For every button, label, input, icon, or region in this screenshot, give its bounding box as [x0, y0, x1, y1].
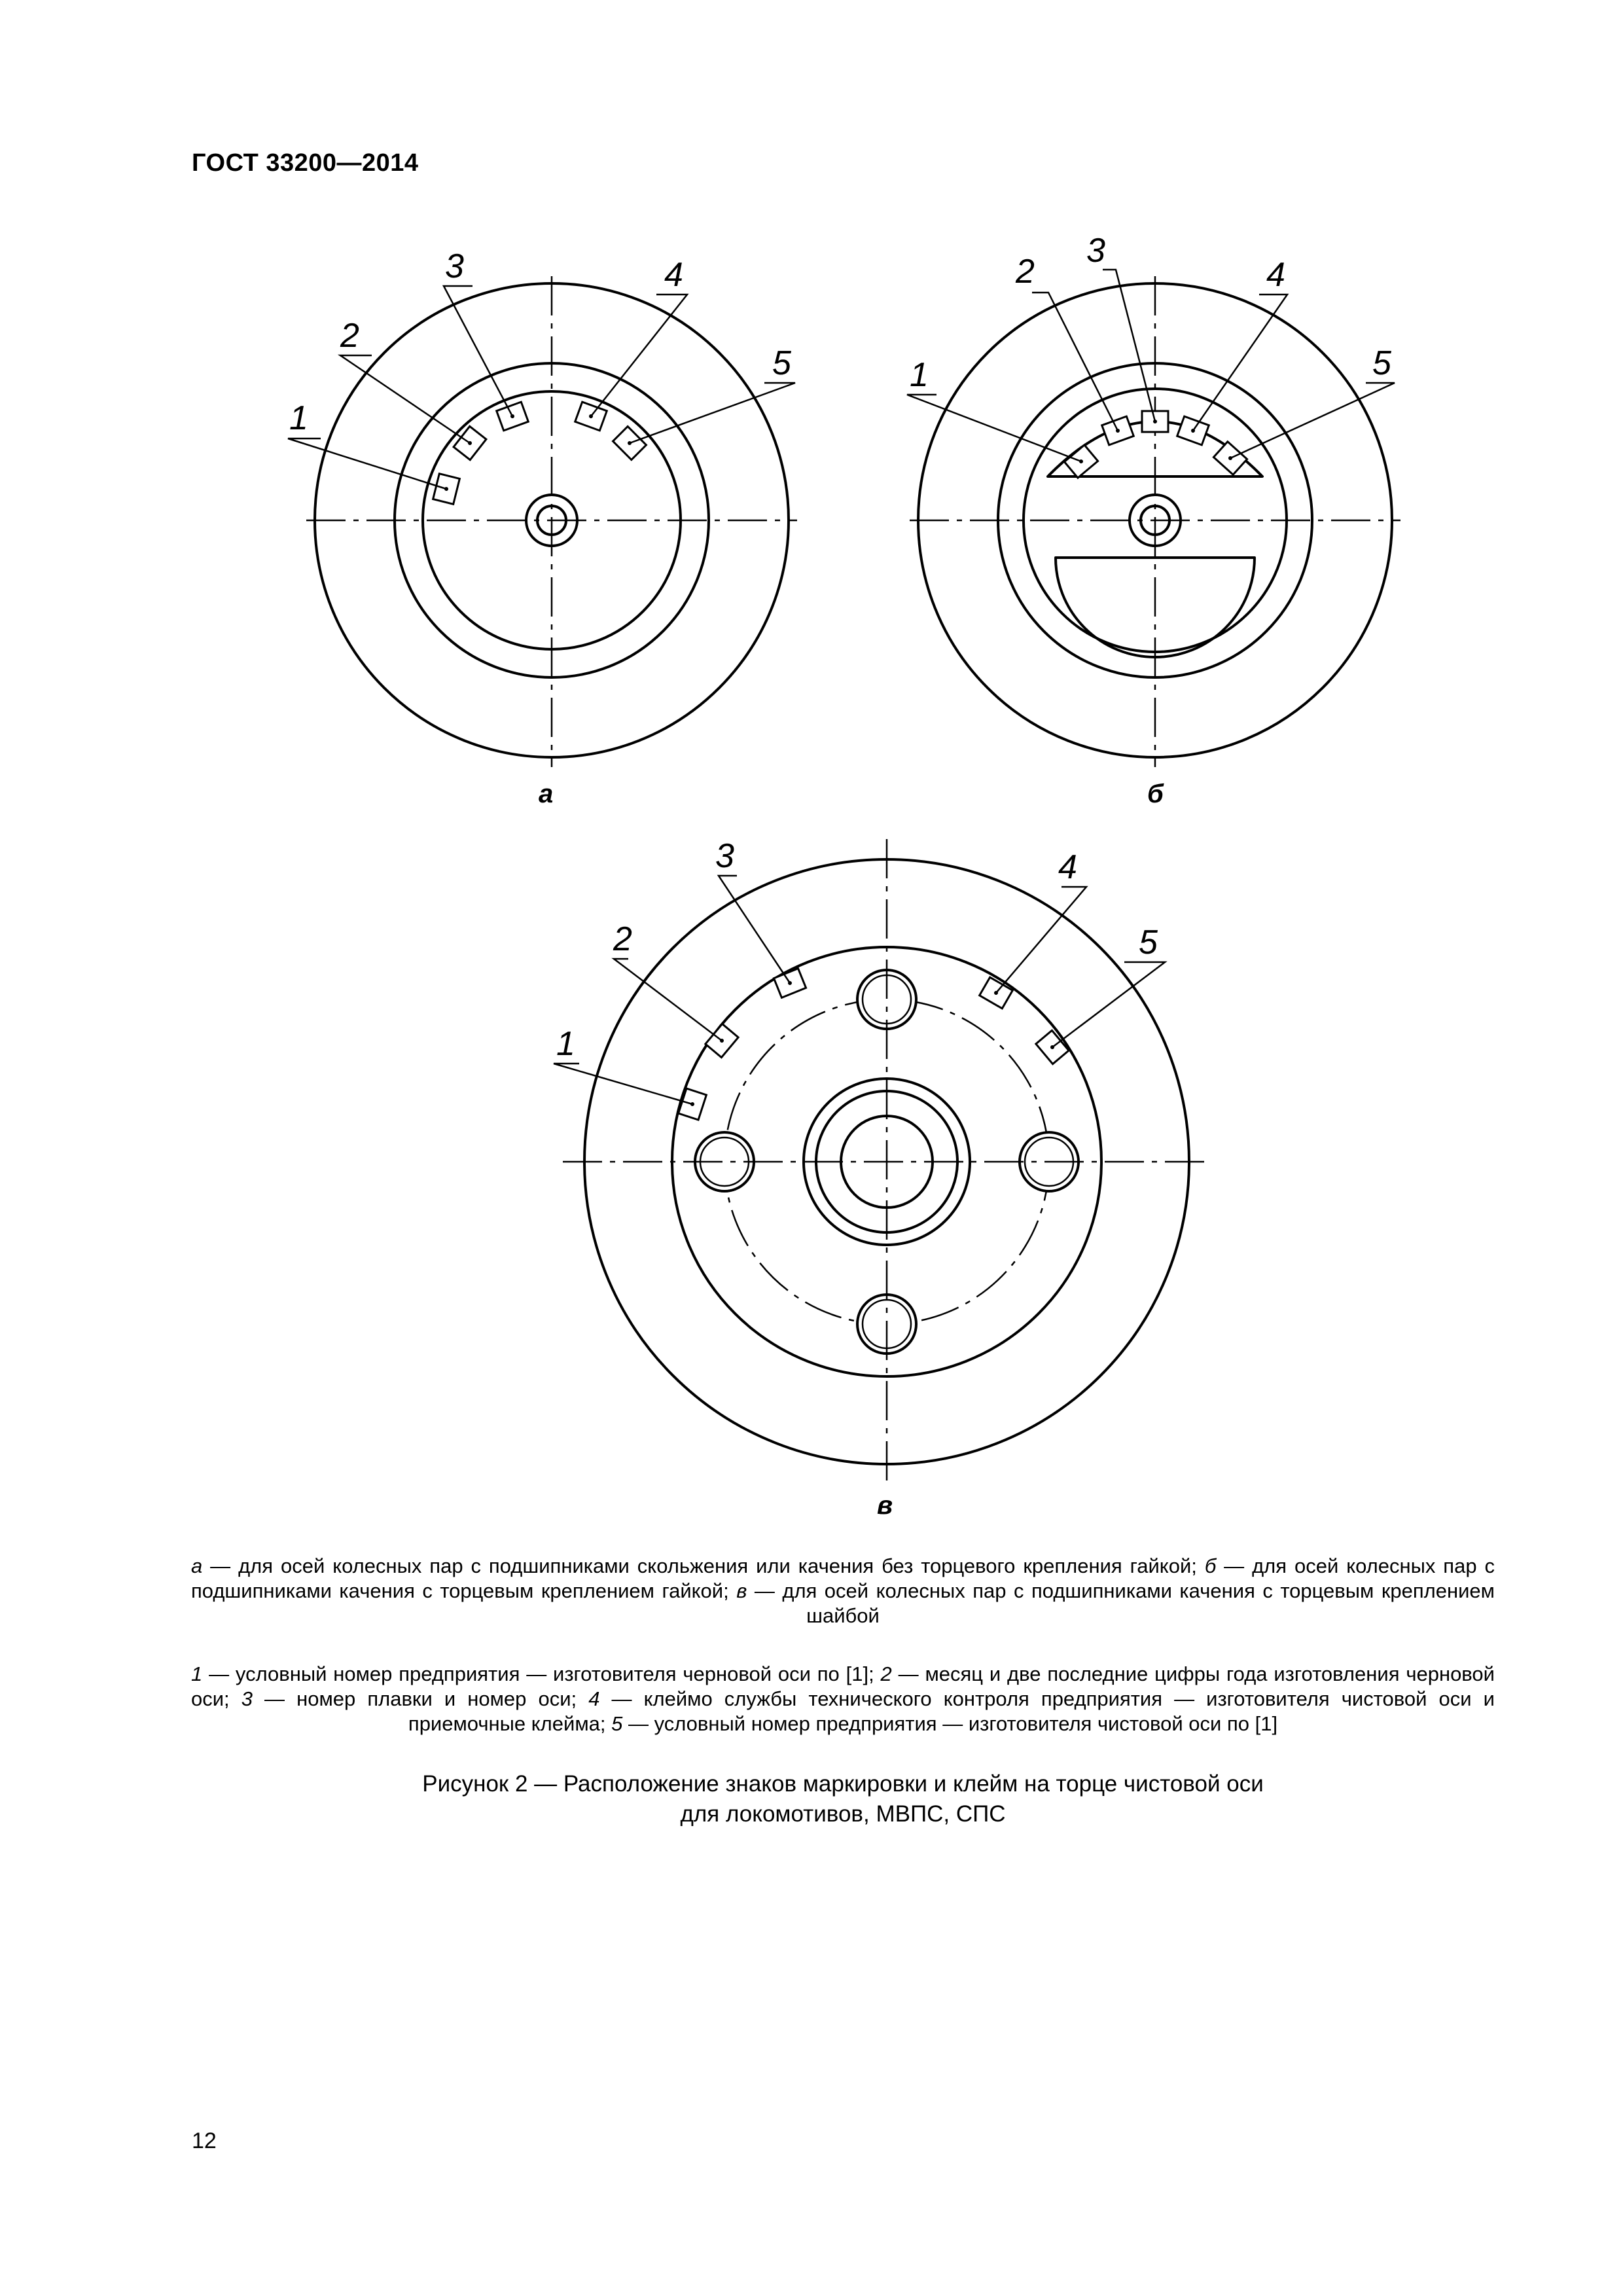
legend-item-text-2: — месяц и две последние цифры года изготовления черновой оси;: [191, 1662, 1495, 1710]
legend-item-key-4: 4: [588, 1687, 600, 1710]
page-number: 12: [192, 2128, 217, 2153]
callout-a-1: 1: [289, 399, 308, 437]
callout-c-3: 3: [715, 837, 734, 875]
legend-item-key-5: 5: [611, 1712, 623, 1735]
legend-key-c: в: [736, 1579, 747, 1602]
callout-b-3: 3: [1086, 232, 1105, 270]
legend-key-b: б: [1204, 1554, 1217, 1577]
legend-text-a: — для осей колесных пар с подшипниками скольжения или качения без торцевого крепления гайкой;: [202, 1554, 1205, 1577]
figure-title-line-2: для локомотивов, МВПС, СПС: [680, 1801, 1006, 1827]
subfigure-label-c: в: [877, 1491, 893, 1520]
callout-a-3: 3: [445, 247, 464, 285]
legend-variants: [191, 1554, 1495, 1628]
callout-c-5: 5: [1139, 924, 1158, 961]
subfigure-a: [288, 247, 797, 808]
legend-key-a: а: [191, 1554, 203, 1577]
document-header: ГОСТ 33200—2014: [192, 149, 419, 177]
callout-a-4: 4: [664, 256, 683, 294]
subfigure-label-a: а: [539, 780, 554, 808]
callout-b-5: 5: [1372, 344, 1391, 382]
callout-b-2: 2: [1016, 253, 1035, 291]
callout-b-1: 1: [910, 356, 929, 394]
subfigure-b: [907, 232, 1400, 808]
callout-c-2: 2: [613, 920, 632, 958]
legend-item-text-3: — номер плавки и номер оси;: [252, 1687, 589, 1710]
subfigure-label-b: б: [1147, 780, 1164, 808]
callout-a-5: 5: [772, 344, 791, 382]
legend-text-c: — для осей колесных пар с подшипниками качения с торцевым креплением шайбой: [747, 1579, 1495, 1627]
figure-title-line-1: Рисунок 2 — Расположение знаков маркировки и клейм на торце чистовой оси: [422, 1771, 1264, 1797]
legend-item-key-1: 1: [191, 1662, 203, 1685]
legend-item-text-5: — условный номер предприятия — изготовителя чистовой оси по [1]: [622, 1712, 1278, 1735]
callout-b-4: 4: [1266, 256, 1285, 294]
callout-c-1: 1: [556, 1025, 575, 1063]
callout-a-2: 2: [340, 317, 359, 355]
stamp-marks-a: [433, 402, 647, 504]
legend-item-key-3: 3: [241, 1687, 253, 1710]
legend-items: [191, 1662, 1495, 1736]
legend-text-b: — для осей колесных пар с подшипниками качения с торцевым креплением гайкой;: [191, 1554, 1495, 1602]
callout-c-4: 4: [1058, 848, 1077, 886]
legend-item-text-1: — условный номер предприятия — изготовителя черновой оси по [1];: [202, 1662, 881, 1685]
figure-title: [191, 1769, 1495, 1829]
legend-item-text-4: — клеймо службы технического контроля предприятия — изготовителя чистовой оси и приемочные клейма;: [408, 1687, 1495, 1735]
legend-item-key-2: 2: [880, 1662, 892, 1685]
subfigure-c: [554, 837, 1211, 1520]
